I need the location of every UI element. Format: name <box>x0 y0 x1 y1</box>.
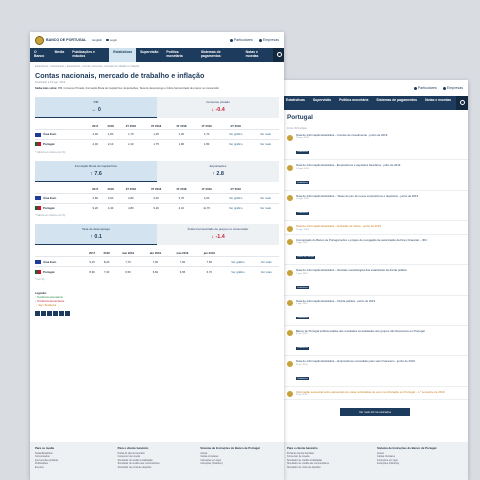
column-header: 2T 2019 <box>230 123 241 128</box>
list-item-title[interactable]: Banco de Portugal publica análise dos resultados consolidados dos grupos não financeiros em Portugal <box>296 328 425 333</box>
row-name: Portugal <box>43 269 55 274</box>
list-item-body <box>296 300 375 323</box>
footer-link[interactable]: Simulador de crédito aos consumidores <box>287 462 329 465</box>
list-item[interactable] <box>282 387 468 401</box>
table-cell: 2,40 <box>88 130 103 140</box>
column-header <box>35 122 88 130</box>
table-cell: 4,40 <box>103 203 118 212</box>
column-header: 2017 <box>92 123 99 128</box>
table-cell: 2,60 <box>88 193 103 203</box>
row-label <box>35 203 88 212</box>
footer-link[interactable]: Notas/Relatórios <box>35 451 53 455</box>
column-header: 2018 <box>107 187 114 192</box>
highlight-label: Taxa de desemprego <box>81 227 111 232</box>
table-row <box>35 193 279 203</box>
search-icon <box>277 52 282 57</box>
highlight-row <box>35 161 279 182</box>
footer-link[interactable]: Cartas circulares <box>377 455 395 458</box>
news-list <box>282 130 468 400</box>
subjects-label: Saiba mais sobre: <box>35 87 58 90</box>
row-label <box>35 257 85 267</box>
list-item-title[interactable]: Comunicado do Banco de Portugal sobre o projeto de revogação de autorização da Dney Financial – IFIC <box>296 237 428 242</box>
twitter-icon[interactable] <box>41 311 46 316</box>
footer-link[interactable]: Conversor de moeda <box>287 455 310 458</box>
source-note: * Cálculo em volume (em %) <box>35 214 66 218</box>
list-item[interactable] <box>282 160 468 190</box>
footer-column <box>200 447 279 475</box>
list-item-tag[interactable]: Estatísticas <box>297 151 308 154</box>
share-icon[interactable] <box>65 311 70 316</box>
list-item-title[interactable]: Nota de Informação Estatística – Dívida pública - junho de 2019 <box>296 298 376 303</box>
table-cell: 3,00 <box>103 193 118 203</box>
back-footer <box>282 442 468 480</box>
breadcrumb[interactable]: Estatísticas > Estatísticas › Estatísticas › Contas nacionais, mercado de trabalho e inflação <box>35 65 140 68</box>
facebook-icon[interactable] <box>35 311 40 316</box>
table-cell: 3,70 <box>169 193 194 203</box>
view-more-link[interactable]: Ver mais <box>252 139 279 148</box>
list-item-body <box>296 239 427 262</box>
portugal-flag-icon <box>35 270 41 274</box>
legend-down: ↓ Tendência descendente <box>35 300 65 304</box>
portugal-flag-icon <box>35 206 41 210</box>
list-item[interactable] <box>282 326 468 356</box>
column-header: 2017 <box>92 187 99 192</box>
highlight-value: ↓ -0.4 <box>211 107 225 113</box>
footer-link[interactable]: Avisos <box>200 451 208 455</box>
table-cell: 2,40 <box>88 139 103 148</box>
email-icon[interactable] <box>53 311 58 316</box>
footer-link[interactable]: Comunicados <box>35 455 50 458</box>
list-item[interactable] <box>282 130 468 160</box>
table-cell: 3,40 <box>143 193 168 203</box>
empresas-label: Empresas <box>446 86 463 90</box>
nav-item-media[interactable]: Media <box>54 50 65 54</box>
search-icon <box>460 100 465 105</box>
search-button[interactable] <box>273 48 284 62</box>
login-link[interactable] <box>106 38 117 42</box>
column-header: 2018 <box>107 123 114 128</box>
nav-item-notas[interactable]: Notas e moedas <box>425 98 452 102</box>
table-cell: 6,65 <box>169 267 197 276</box>
load-more-button[interactable]: Ver mais 10 comunicados <box>340 408 410 416</box>
legend-flat: → Sem Tendência <box>35 304 57 308</box>
row-name: Área Euro <box>43 196 57 201</box>
table-cell: 4,10 <box>169 203 194 212</box>
view-chart-link[interactable]: Ver gráfico <box>222 267 253 276</box>
footer-link[interactable]: Intervenções públicas <box>35 458 59 462</box>
column-header <box>35 186 88 194</box>
view-chart-link[interactable]: Ver gráfico <box>219 130 252 140</box>
table-cell: 8,90 <box>85 267 100 276</box>
highlight-label: Consumo privado <box>206 100 230 104</box>
bank-seal-icon <box>287 165 293 171</box>
highlight-label: Exportações <box>209 163 227 168</box>
bank-seal-icon <box>287 391 293 397</box>
legend-up: ↑ Tendência ascendente <box>35 296 63 300</box>
view-more-link[interactable]: Ver mais <box>252 130 279 140</box>
page-title: Contas nacionais, mercado de trabalho e inflação <box>35 71 205 80</box>
particulares-link[interactable] <box>230 38 253 42</box>
list-item-body <box>296 134 387 157</box>
subjects-text: PIB, Consumo Privado, Formação Bruta de Capital Fixo, Exportações, Taxa de desemprego e Índice harmonizado de preços no consumidor <box>57 87 220 90</box>
language-link[interactable]: English <box>92 38 103 42</box>
row-label <box>35 267 85 276</box>
highlight-row <box>35 97 279 118</box>
front-main-nav <box>30 48 284 62</box>
particulares-label: Particulares <box>417 86 437 90</box>
table-row <box>35 139 279 148</box>
bank-seal-icon <box>287 195 293 201</box>
user-icon <box>414 87 417 90</box>
table-row <box>35 203 279 212</box>
list-item[interactable] <box>282 235 468 265</box>
column-header: 2T 2018 <box>125 187 136 192</box>
footer-link[interactable]: Conversor de moeda <box>117 455 140 458</box>
eu-flag-icon <box>35 133 41 137</box>
view-chart-link[interactable]: Ver gráfico <box>222 257 253 267</box>
table-cell: 8,20 <box>99 257 114 267</box>
highlight-row <box>35 224 279 245</box>
highlight-value: ↑ 0.1 <box>90 234 102 241</box>
table-cell: 2,10 <box>118 139 143 148</box>
footer-title: Para o cliente bancário <box>117 446 149 450</box>
footer-link[interactable]: Simulador de conta de depósito <box>117 465 152 469</box>
article-count: 10 de 1374 artigos <box>287 127 307 130</box>
list-item-title[interactable]: Nota de Informação Estatística – Revisão metodológica das estatísticas da dívida pública <box>296 268 407 273</box>
list-item-date: 12 ago. 2019 <box>296 198 309 201</box>
list-item-title[interactable]: Nota de Informação Estatística – Taxas de juro de novos empréstimos e depósitos - junho de 2019 <box>296 193 419 198</box>
list-item-body <box>296 391 444 398</box>
column-header: 1T 2019 <box>201 123 212 128</box>
list-item-body <box>296 360 415 383</box>
table-cell: 1,20 <box>169 130 194 140</box>
bank-seal-icon <box>35 36 44 45</box>
table-cell: 1,70 <box>194 130 219 140</box>
footer-column <box>118 447 197 475</box>
eu-flag-icon <box>35 260 41 264</box>
list-item-date: 31 jul. 2019 <box>296 333 308 336</box>
column-header: 3T 2018 <box>150 123 162 128</box>
column-header: 2017 <box>88 250 96 255</box>
view-chart-link[interactable]: Ver gráfico <box>219 193 252 203</box>
bank-seal-icon <box>287 239 293 245</box>
front-top-links <box>230 38 279 42</box>
table-cell: 9,20 <box>88 203 103 212</box>
footer-link[interactable]: Instruções em vigor <box>377 458 398 462</box>
row-name: Portugal <box>43 205 55 210</box>
table-cell: 2,80 <box>118 193 143 203</box>
row-name: Área Euro <box>43 132 57 137</box>
particulares-label: Particulares <box>233 38 253 42</box>
back-topbar <box>282 80 468 96</box>
nav-item-politica[interactable]: Política monetária <box>166 50 183 58</box>
back-page-news-list <box>282 80 468 480</box>
table-cell: 7,60 <box>142 257 168 267</box>
highlight-value: ↓ -1.4 <box>211 234 225 241</box>
list-item-body <box>296 330 425 353</box>
empresas-label: Empresas <box>262 38 279 42</box>
table-cell: 1,75 <box>143 139 168 148</box>
list-item-tag[interactable]: Estatísticas <box>297 316 308 319</box>
nav-item-supervisao[interactable]: Supervisão <box>312 98 332 102</box>
table-row <box>35 130 279 140</box>
highlight-value: ↑ 7.6 <box>90 170 102 177</box>
view-more-link[interactable]: Ver mais <box>254 257 279 267</box>
back-main-nav <box>282 96 468 110</box>
list-item-date: 29 jul. 2019 <box>296 394 308 397</box>
footer-title: Para os media <box>35 446 54 450</box>
column-header: abr 2019 <box>149 250 162 255</box>
list-item-tag[interactable]: Estatísticas <box>297 286 308 289</box>
list-item-title[interactable]: Nota de Informação Estatística – Entradas de títulos - junho de 2019 <box>296 224 381 229</box>
column-header <box>254 249 279 257</box>
table-row <box>35 257 279 267</box>
search-button[interactable] <box>456 96 468 110</box>
list-item-tag[interactable]: Estatísticas <box>297 181 308 184</box>
particulares-link[interactable] <box>414 86 437 90</box>
footer-link[interactable]: Publicações <box>35 462 48 465</box>
eu-flag-icon <box>35 196 41 200</box>
footer-link[interactable]: Portal do cliente bancário <box>117 451 145 455</box>
portugal-flag-icon <box>35 142 41 146</box>
highlight-value: ↑ 2.8 <box>212 170 224 177</box>
footer-link[interactable]: Simulador de crédito aos consumidores <box>117 462 160 465</box>
view-chart-link[interactable]: Ver gráfico <box>219 139 252 148</box>
front-page-statistics <box>30 32 284 480</box>
table-cell: 9,20 <box>143 203 168 212</box>
empresas-link[interactable] <box>259 38 279 42</box>
row-name: Portugal <box>43 142 55 147</box>
table-cell: 7,00 <box>99 267 114 276</box>
nav-item-estatisticas[interactable]: Estatísticas <box>109 48 136 62</box>
footer-link[interactable]: Eventos <box>35 465 44 469</box>
nav-item-publicacoes[interactable]: Publicações e estudos <box>72 50 95 58</box>
list-item[interactable] <box>282 221 468 235</box>
row-label <box>35 139 88 148</box>
column-header: jun 2019 <box>203 250 215 255</box>
briefcase-icon <box>259 39 262 42</box>
column-header: 2T 2019 <box>230 187 241 192</box>
highlight-label: Índice harmonizado de preços no consumidor <box>187 227 249 232</box>
nav-item-sistemas[interactable]: Sistemas de pagamentos <box>376 98 418 102</box>
list-item[interactable] <box>282 265 468 295</box>
nav-item-sistemas[interactable]: Sistemas de pagamentos <box>200 50 221 58</box>
column-header <box>222 249 253 257</box>
list-item-date: 12 ago. 2019 <box>296 228 309 231</box>
footer-title: Para o cliente bancário <box>287 446 318 450</box>
view-more-link[interactable]: Ver mais <box>252 193 279 203</box>
nav-item-o-banco[interactable]: O Banco <box>34 50 45 58</box>
lock-icon <box>106 39 109 42</box>
footer-link[interactable]: Cartas circulares <box>200 455 219 458</box>
list-item-title[interactable]: Informação semestral sobre apreensão de notas contrafeitas de euro na circulação em Portugal – 1.º semestre de 2019 <box>296 389 445 394</box>
nav-item-supervisao[interactable]: Supervisão <box>140 50 159 54</box>
footer-link[interactable]: Simulador de conta de depósito <box>287 465 321 469</box>
highlight-label: Formação Bruta de Capital Fixo <box>74 163 118 168</box>
list-item-date: 19 ago. 2019 <box>296 137 309 140</box>
list-item[interactable] <box>282 296 468 326</box>
table-cell: 1,70 <box>118 130 143 140</box>
highlight-cell[interactable] <box>157 224 279 245</box>
view-chart-link[interactable]: Ver gráfico <box>219 203 252 212</box>
bank-seal-icon <box>287 300 293 306</box>
table-header-row <box>35 186 279 194</box>
list-item-date: 1 ago. 2019 <box>296 272 308 275</box>
page-title: Portugal <box>287 114 313 121</box>
table-cell: 6,60 <box>142 267 168 276</box>
nav-item-estatisticas[interactable]: Estatísticas <box>286 98 305 102</box>
highlight-cell[interactable] <box>35 161 157 182</box>
table-header-row <box>35 249 279 257</box>
column-header <box>35 249 85 257</box>
briefcase-icon <box>443 87 446 90</box>
list-item-date: 1 ago. 2019 <box>296 302 308 305</box>
footer-link[interactable]: Simulador de crédito à habitação <box>117 458 153 462</box>
table-header-row <box>35 122 279 130</box>
list-item[interactable] <box>282 356 468 386</box>
table-cell: 1,80 <box>194 139 219 148</box>
source-note: * Cálculo em volume (em %) <box>35 150 66 154</box>
list-item-tag[interactable]: Estatísticas <box>297 212 308 215</box>
footer-link[interactable]: Simulador de crédito à habitação <box>287 458 322 462</box>
footer-link[interactable]: Instruções (histórico) <box>200 462 223 465</box>
footer-column <box>287 447 373 475</box>
empresas-link[interactable] <box>443 86 463 90</box>
subjects <box>30 84 284 90</box>
list-item-body <box>296 164 400 187</box>
linkedin-icon[interactable] <box>47 311 52 316</box>
column-header: 4T 2018 <box>176 187 187 192</box>
list-item-title[interactable]: Nota de Informação Estatística - Empréstimos e depósitos bancários - julho de 2019 <box>296 163 401 168</box>
list-item-tag[interactable]: Estatísticas <box>297 347 308 350</box>
table-cell: 4,00 <box>194 193 219 203</box>
list-item-body <box>296 225 381 232</box>
table-cell: 9,15 <box>85 257 100 267</box>
highlight-label: PIB <box>93 100 99 104</box>
footer-link[interactable]: Avisos <box>377 451 384 455</box>
updated-date: Atualizado a 19 ago. 2019 <box>35 81 66 84</box>
footer-link[interactable]: Instruções (histórico) <box>377 462 400 465</box>
list-item-date: 30 jul. 2019 <box>296 363 308 366</box>
table-cell: 2,10 <box>103 139 118 148</box>
table-cell: 1,25 <box>143 130 168 140</box>
login-label: Login <box>109 38 118 42</box>
logo-text: BANCO DE PORTUGAL <box>46 38 87 42</box>
indicator-table <box>35 186 279 213</box>
nav-item-notas[interactable]: Notas e moedas <box>245 50 259 58</box>
legend-title: Legenda: <box>35 292 47 296</box>
list-item-date: 14 ago. 2019 <box>296 167 309 170</box>
highlight-value: → 0 <box>91 107 101 113</box>
front-footer <box>30 442 284 480</box>
column-header: 2018 <box>103 250 110 255</box>
row-label <box>35 130 88 140</box>
print-icon[interactable] <box>59 311 64 316</box>
column-header: 3T 2018 <box>150 187 162 192</box>
share-buttons <box>30 308 284 316</box>
front-topbar <box>30 32 284 48</box>
table-cell: 1,80 <box>169 139 194 148</box>
highlight-cell[interactable] <box>157 161 279 182</box>
list-item-title[interactable]: Nota de Informação Estatística – Fundos de investimento - junho de 2019 <box>296 133 388 137</box>
column-header: 4T 2018 <box>176 123 187 128</box>
bank-seal-icon <box>287 226 293 232</box>
footer-title: Sistema de Instruções do Banco de Portugal <box>200 446 260 450</box>
nav-item-politica[interactable]: Política monetária <box>339 98 369 102</box>
list-item[interactable] <box>282 191 468 221</box>
table-cell: 7,70 <box>114 257 142 267</box>
back-top-links <box>414 86 463 90</box>
legend <box>30 281 284 308</box>
footer-column <box>35 447 114 475</box>
column-header <box>252 122 279 130</box>
list-item-tag[interactable]: Banco de Portugal <box>297 256 314 259</box>
user-icon <box>230 39 233 42</box>
source-note: * (em %) <box>35 278 45 282</box>
list-item-body <box>296 195 418 218</box>
list-item-body <box>296 269 407 292</box>
bank-seal-icon <box>287 330 293 336</box>
table-cell: 1,80 <box>103 130 118 140</box>
list-item-title[interactable]: Nota de Informação Estatística – Empréstimos concedidos pelo setor financeiro - junho de 2019 <box>296 359 415 364</box>
table-row <box>35 267 279 276</box>
column-header: 2T 2018 <box>125 123 136 128</box>
table-cell: 7,60 <box>169 257 197 267</box>
bank-logo[interactable] <box>35 36 86 45</box>
indicator-table <box>35 122 279 149</box>
highlight-cell[interactable] <box>35 97 157 118</box>
bank-seal-icon <box>287 270 293 276</box>
highlight-cell[interactable] <box>157 97 279 118</box>
column-header: mar 2019 <box>121 250 135 255</box>
view-more-link[interactable]: Ver mais <box>252 203 279 212</box>
table-cell: 11,70 <box>194 203 219 212</box>
column-header <box>252 186 279 194</box>
indicator-table <box>35 249 279 276</box>
column-header: 1T 2019 <box>201 187 212 192</box>
column-header: mai 2019 <box>176 250 189 255</box>
list-item-tag[interactable]: Estatísticas <box>297 377 308 380</box>
bank-seal-icon <box>287 361 293 367</box>
indicator-blocks <box>30 97 284 281</box>
footer-column <box>377 447 463 475</box>
footer-title: Sistema de Instruções do Banco de Portugal <box>377 446 437 450</box>
row-name: Área Euro <box>43 259 57 264</box>
table-cell: 4,80 <box>118 203 143 212</box>
row-label <box>35 193 88 203</box>
footer-link[interactable]: Instruções em vigor <box>200 458 222 462</box>
table-cell: 7,50 <box>196 257 222 267</box>
highlight-cell[interactable] <box>35 224 157 245</box>
footer-link[interactable]: Portal do cliente bancário <box>287 451 314 455</box>
list-item-date: 7 ago. 2019 <box>296 242 308 245</box>
view-more-link[interactable]: Ver mais <box>254 267 279 276</box>
table-cell: 6,70 <box>196 267 222 276</box>
table-cell: 6,50 <box>114 267 142 276</box>
bank-seal-icon <box>287 135 293 141</box>
